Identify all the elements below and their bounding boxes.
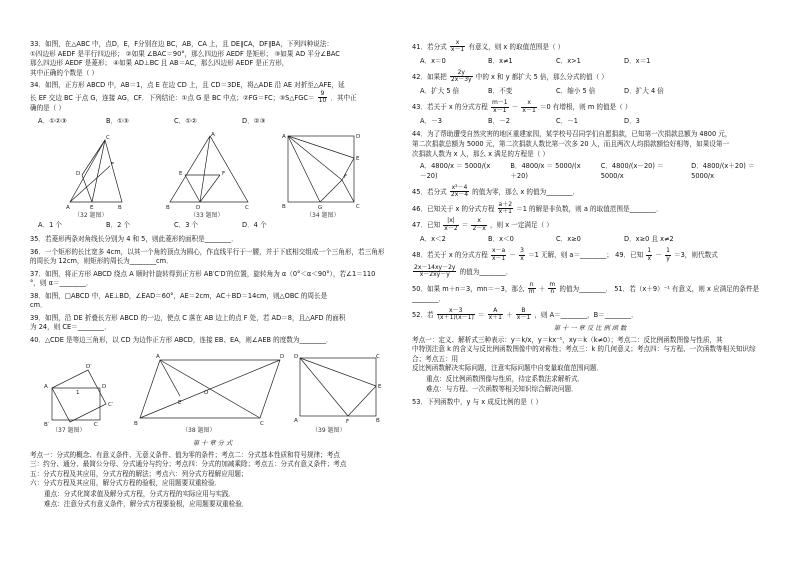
svg-text:O: O — [204, 390, 209, 397]
q49-num1: 1 — [647, 247, 652, 255]
difficulty: 难点：注意分式有意义条件，解分式方程要验根，应用题要双重检验． — [44, 500, 249, 509]
svg-text:A: A — [282, 134, 286, 141]
question-41 — [412, 40, 768, 54]
k-line2: 中特别注意 k 的含义与反比例函数图像中的对称性；考点三：k 的几何意义；考点四：与方程、一次函数等相关知识综合；考点五：用 — [412, 345, 756, 363]
figure-34 — [282, 134, 360, 211]
svg-text:D: D — [102, 384, 107, 391]
q47-eq: ＝ — [461, 221, 469, 230]
q50-fraction-2 — [548, 282, 556, 296]
q47-den2: 2－x — [472, 224, 486, 232]
q33-option-c[interactable]: C．3 个 — [174, 221, 199, 230]
q34-fraction-num: 9 — [318, 91, 328, 98]
q36-line2: 的周长为 12cm，则矩形的周长为________cm． — [30, 257, 173, 266]
svg-text:C: C — [260, 421, 264, 428]
svg-text:A: A — [156, 354, 160, 361]
q34-option-b[interactable]: B．①③ — [106, 116, 129, 125]
svg-text:1: 1 — [76, 390, 80, 397]
q45-prefix: 45．若分式 — [412, 187, 447, 196]
fig38-label: （38 题图） — [182, 427, 216, 435]
figure-33 — [166, 132, 249, 211]
q44-option-d[interactable]: D．4800/(x＋20) ＝ 5000/x — [691, 162, 755, 180]
q37-line1: 37．如图，将正方形 ABCD 绕点 A 顺时针旋转得到正方形 AB′C′D′的位置，旋转角为 α（0°＜α＜90°），若∠1＝110 — [30, 269, 376, 278]
q48-num1: x－a — [492, 247, 506, 255]
q42-suffix: 中的 x 和 y 都扩大 5 倍，那么分式的值（ ） — [475, 72, 608, 81]
question-44 — [412, 130, 768, 159]
q39-line1: 39．如图，沿 DE 折叠长方形 ABCD 的一边，使点 C 落在 AB 边上的点 F 处，若 AD＝8，且△AFD 的面积 — [30, 313, 346, 322]
q43-fraction-1 — [491, 100, 509, 114]
q43-minus: － — [511, 103, 519, 112]
q46-prefix: 46．已知关于 x 的分式方程 — [412, 204, 495, 213]
q49-suffix: ＝3，则代数式 — [674, 251, 718, 260]
q34-line2 — [30, 91, 395, 105]
svg-text:A: A — [66, 205, 70, 212]
fig39-label: （39 题图） — [312, 427, 346, 435]
svg-text:C: C — [376, 354, 380, 361]
q39-line2: 为 24，则 CE＝________． — [30, 323, 111, 332]
q34-options — [38, 117, 395, 127]
q41-option-a[interactable]: A．x＝0 — [420, 56, 446, 65]
svg-text:D′: D′ — [86, 364, 92, 371]
svg-text:B: B — [118, 205, 122, 212]
svg-text:D: D — [294, 354, 299, 361]
q38-line2: cm． — [30, 301, 47, 310]
q34-option-d[interactable]: D．②③ — [242, 116, 266, 125]
svg-text:B: B — [282, 204, 286, 211]
svg-text:C: C — [245, 205, 249, 212]
q42-fraction — [450, 70, 473, 84]
q47-option-b[interactable]: B．x＜0 — [488, 234, 514, 243]
q49b-fraction — [413, 265, 456, 279]
q49-minus: － — [655, 251, 662, 260]
question-40: 40．△CDE 是等边三角形，以 CD 为边作正方形 ABCD，连接 EB、EA，则∠AEB 的度数为________． — [30, 335, 333, 344]
figures-top — [30, 130, 395, 220]
left-column — [30, 40, 395, 513]
q49-fraction-2 — [665, 248, 671, 262]
q34-tail: ．其中正 — [330, 93, 357, 102]
summary-line3: 五：分式方程及其应用，分式方程的解法；考点六：列分式方程解应用题； — [30, 469, 248, 478]
q50-mid: 的值为________． — [559, 284, 613, 293]
svg-text:D: D — [356, 134, 361, 141]
q52-suffix: ，则 A＝________，B＝________． — [534, 310, 638, 319]
svg-text:F: F — [222, 171, 226, 178]
svg-text:B: B — [134, 421, 138, 428]
q47-option-a[interactable]: A．x＜2 — [420, 234, 446, 243]
q44-option-b[interactable]: B．4800/x ＝ 5000/(x＋20) — [510, 162, 581, 180]
q33-option-b[interactable]: B．2 个 — [106, 221, 131, 230]
question-42 — [412, 70, 768, 84]
q41-num: x — [450, 40, 465, 47]
q47-den1: x－2 — [444, 224, 458, 232]
q43-den1: x－1 — [493, 106, 507, 114]
q47-prefix: 47．已知 — [412, 221, 441, 230]
q52-prefix: 52．若 — [412, 310, 434, 319]
q43-num1: m－1 — [491, 99, 508, 107]
q42-option-b[interactable]: B．不变 — [488, 86, 513, 95]
q52-eq: ＝ — [477, 310, 485, 319]
q42-option-d[interactable]: D．扩大 4 倍 — [624, 86, 664, 95]
q43-num2: x — [521, 100, 536, 107]
q33-line1: 33．如图，在△ABC 中，点D，E，F分别在边 BC，AB，CA 上，且 DE∥CA，DF∥BA，下列四种说法： — [30, 40, 334, 48]
q45-num: x²－4 — [451, 184, 468, 192]
figures-top-svg — [30, 130, 395, 220]
q49-den1: x — [647, 254, 652, 262]
svg-text:B′: B′ — [44, 422, 50, 429]
q52-den3: x－1 — [516, 314, 531, 322]
q42-den: 2x－3y — [450, 76, 472, 84]
chapter-11-summary — [412, 336, 768, 395]
q49b-den: x－2xy－y — [419, 271, 450, 279]
q47-num2: x — [471, 218, 486, 225]
q48-prefix: 48．若关于 x 的分式方程 — [412, 251, 488, 260]
q52-plus: ＋ — [506, 310, 513, 319]
q37-line2: °，则 α＝________． — [30, 279, 93, 288]
q43-suffix: ＝0 有增根，则 m 的值是（ ） — [539, 103, 632, 112]
chapter-10-summary — [30, 451, 395, 510]
q43-den2: x－1 — [522, 106, 536, 114]
svg-text:F: F — [111, 162, 115, 169]
question-45 — [412, 185, 768, 199]
q48-den1: x－1 — [491, 254, 506, 262]
k-key-point: 重点：反比例函数图像与性质，待定系数法求解析式． — [426, 374, 585, 383]
question-43 — [412, 100, 768, 114]
q47-fraction-1 — [443, 218, 458, 232]
q33-line4: 其中正确的个数是（ ） — [30, 68, 99, 77]
figure-32 — [66, 135, 122, 211]
svg-text:F: F — [344, 174, 348, 181]
question-50-51 — [412, 282, 768, 305]
svg-text:F: F — [346, 419, 350, 426]
question-49-expression — [412, 265, 768, 279]
svg-text:G: G — [318, 205, 323, 212]
q49-fraction-1 — [646, 248, 652, 262]
q49b-num: 2x－14xy－2y — [414, 264, 456, 272]
svg-text:E: E — [356, 156, 360, 163]
question-39 — [30, 314, 395, 333]
q47-fraction-2 — [471, 218, 486, 232]
svg-text:E: E — [179, 171, 183, 178]
q34-fraction-den: 10 — [318, 97, 327, 105]
question-52 — [412, 308, 768, 322]
q52-num3: B — [516, 308, 531, 315]
q48-fraction-1 — [491, 248, 506, 262]
svg-text:C: C — [106, 135, 110, 142]
question-36 — [30, 248, 395, 267]
q42-prefix: 42．如果把 — [412, 72, 447, 81]
q33-line3: 那么四边形 AEDF 是菱形； ④如果 AD⊥BC 且 AB＝AC，那么四边形 AEDF 是正方形， — [30, 59, 289, 68]
q41-option-d[interactable]: D．x＝1 — [624, 56, 651, 65]
svg-text:C′: C′ — [108, 402, 114, 409]
figure-37 — [44, 364, 114, 428]
figures-bottom — [30, 348, 395, 436]
q48-minus: － — [509, 251, 517, 260]
svg-text:E: E — [90, 205, 94, 212]
q51: 51．若（x＋9）⁻¹ 有意义，则 x 应满足的条件是________． — [412, 284, 760, 304]
k-line3: 反比例函数解决实际问题，注意实际问题中自变量取值范围问题． — [412, 364, 604, 373]
fig32-label: （32 题图） — [74, 212, 108, 220]
q48-mid: ＝1 无解，则 a＝________； — [528, 251, 614, 260]
chapter-11-title: 第 十 一 章 反 比 例 函 数 — [553, 325, 627, 333]
q41-options — [420, 57, 768, 67]
q50-num1: n — [528, 282, 536, 289]
q41-option-c[interactable]: C．x>1 — [556, 56, 581, 65]
question-34 — [30, 81, 395, 114]
q50-prefix: 50．如果 m＋n＝3，mn＝－3，那么 — [412, 284, 525, 293]
q49-num2: 1 — [666, 247, 670, 255]
fig37-label: （37 题图） — [52, 427, 86, 435]
q46-fraction — [498, 202, 514, 216]
summary-line4: 六：分式方程及其应用，解分式方程的验根，应用题要双重检验． — [30, 479, 222, 488]
q44-options — [420, 162, 768, 181]
q43-option-d[interactable]: D．3 — [624, 116, 640, 125]
q33-option-a[interactable]: A．1 个 — [38, 221, 62, 230]
q50-plus: ＋ — [538, 284, 546, 293]
q43-option-b[interactable]: B．－2 — [488, 116, 510, 125]
q49-den2: y — [666, 254, 670, 262]
question-48-49 — [412, 248, 768, 262]
q50-den2: n — [550, 287, 555, 295]
svg-text:A: A — [294, 418, 298, 425]
svg-text:B: B — [376, 418, 380, 425]
q34-option-a[interactable]: A．①②③ — [38, 116, 67, 125]
svg-text:C: C — [94, 422, 98, 429]
q49-prefix: 49．已知 — [615, 251, 644, 260]
figure-38 — [134, 354, 284, 427]
q47-suffix: ，则 x 一定满足（ ） — [489, 221, 553, 230]
q44-option-a[interactable]: A．4800/x ＝ 5000/(x－20) — [420, 162, 491, 180]
key-point: 重点：分式化简求值及解分式方程，分式方程的实际应用与实践． — [44, 489, 236, 498]
svg-text:E: E — [378, 384, 382, 391]
figure-39 — [294, 354, 382, 425]
svg-text:A: A — [44, 384, 48, 391]
q44-line2: 第二次捐款总额为 5000 元，第二次捐款人数比第一次多 20 人，而且两次人均捐款额恰好相等，如果设第一 — [412, 139, 730, 148]
q33-options — [38, 221, 395, 231]
q42-option-c[interactable]: C．缩小 5 倍 — [556, 86, 596, 95]
q43-option-c[interactable]: C．－1 — [556, 116, 578, 125]
svg-text:E: E — [178, 400, 182, 407]
summary-line2: 三：约分、通分、最简公分母、分式通分与约分；考点四：分式的加减乘除；考点五：分式有意义条件；考点 — [30, 460, 347, 469]
question-47 — [412, 218, 768, 232]
q43-option-a[interactable]: A．－3 — [420, 116, 442, 125]
q36-line1: 36．一个矩形的长比宽多 4cm，以其一个角的顶点为圆心，作直线平行于一腰，并于下底相交组成一个三角形，若三角形 — [30, 247, 385, 256]
q48-fraction-2 — [519, 248, 525, 262]
question-35: 35．若菱形两条对角线长分别为 4 和 5，则此菱形的面积是________． — [30, 234, 238, 243]
question-37 — [30, 270, 395, 289]
q45-fraction — [450, 185, 469, 199]
q34-line3: 确的是（ ） — [30, 104, 66, 113]
svg-text:C: C — [356, 204, 360, 211]
q49b-suffix: 的值为________． — [459, 267, 513, 276]
q45-suffix: 的值为零，那么 x 的值为________． — [472, 187, 580, 196]
svg-text:B: B — [166, 205, 170, 212]
figures-bottom-svg — [30, 348, 395, 436]
k-line1: 考点一：定义、解析式三种表示：y＝k/x，y＝kx⁻¹，xy＝k（k≠0）；考点二：反比例函数图像与性质，其 — [412, 335, 723, 344]
fig34-label: （34 题图） — [306, 212, 340, 220]
q33-option-d[interactable]: D．4 个 — [242, 221, 267, 230]
q52-fraction-2 — [488, 308, 503, 322]
q43-options — [420, 117, 768, 127]
q52-den2: x＋1 — [488, 314, 502, 322]
fig33-label: （33 题图） — [190, 212, 224, 220]
q52-fraction-1 — [437, 308, 475, 322]
q48-num2: 3 — [520, 247, 524, 255]
q50-fraction-1 — [528, 282, 536, 296]
q42-options — [420, 87, 768, 97]
q52-fraction-3 — [516, 308, 531, 322]
q52-num2: A — [488, 308, 503, 315]
q34-line2-text: 长 EF 交边 BC 于点 G，连接 AG，CF．下列结论：①点 G 是 BC 中点；②FG＝FC；③S△FGC＝ — [30, 93, 315, 102]
right-column — [412, 40, 768, 410]
q50-num2: m — [549, 280, 556, 288]
q47-options — [420, 235, 768, 245]
q43-fraction-2 — [521, 100, 536, 114]
chapter-10-title: 第 十 章 分 式 — [192, 440, 233, 448]
q41-fraction — [450, 40, 465, 54]
q41-den: x－1 — [450, 46, 465, 54]
q47-num1: |x| — [443, 218, 458, 225]
q34-option-c[interactable]: C．①② — [174, 116, 198, 125]
q52-num: x－3 — [437, 308, 475, 315]
q44-line3: 次捐款人数为 x 人，那么 x 满足的方程是（ ） — [412, 149, 549, 158]
q34-line1: 34．如图，正方形 ABCD 中，AB＝1，点 E 在边 CD 上，且 CD＝3DE，将△ADE 沿 AE 对折至△AFE，延 — [30, 81, 345, 90]
q34-fraction — [318, 91, 328, 105]
q42-num: 2y — [450, 70, 473, 77]
q44-option-c[interactable]: C．4800/(x－20) ＝ 5000/x — [600, 162, 664, 180]
q41-option-b[interactable]: B．x≠1 — [488, 56, 513, 65]
q46-den: x＋1 — [498, 208, 512, 216]
q33-line2: ①四边形 AEDF 是平行四边形； ②如果 ∠BAC＝90°，那么四边形 AEDF 是矩形； ③如果 AD 平分∠BAC — [30, 49, 340, 58]
q38-line1: 38．如图，□ABCD 中，AE⊥BD，∠EAD＝60°，AE＝2cm，AC＋BD＝14cm，则△OBC 的周长是 — [30, 291, 328, 300]
svg-text:A: A — [211, 132, 215, 139]
question-33 — [30, 40, 395, 78]
q41-prefix: 41．若分式 — [412, 42, 447, 51]
svg-text:D: D — [280, 354, 285, 361]
summary-line1: 考点一：分式的概念、有意义条件、无意义条件、值为零的条件；考点二：分式基本性质和符号规律；考点 — [30, 450, 340, 459]
question-46 — [412, 202, 768, 216]
q42-option-a[interactable]: A．扩大 5 倍 — [420, 86, 460, 95]
q48-den2: x — [520, 254, 524, 262]
k-difficulty: 难点：与方程、一次函数等相关知识综合解决问题． — [426, 385, 578, 394]
q46-suffix: ＝1 的解是非负数，则 a 的取值范围是________． — [516, 204, 663, 213]
q41-suffix: 有意义，则 x 的取值范围是（ ） — [468, 42, 565, 51]
q46-num: a＋2 — [498, 200, 513, 208]
q45-den: 2x－4 — [450, 191, 469, 199]
svg-text:D: D — [76, 171, 81, 178]
svg-text:D: D — [196, 205, 201, 212]
q52-den: (x＋1)(x－1) — [437, 314, 474, 322]
question-38 — [30, 292, 395, 311]
q47-option-c[interactable]: C．x≥0 — [556, 234, 581, 243]
q44-line1: 44．为了帮助遭受自然灾害的地区重建家园，某学校号召同学们自愿捐款，已知第一次捐款总额为 4800 元， — [412, 130, 732, 139]
q47-option-d[interactable]: D．x≥0 且 x≠2 — [624, 234, 674, 243]
q43-prefix: 43．若关于 x 的分式方程 — [412, 103, 488, 112]
question-53: 53．下列函数中，y 与 x 成反比例的是（ ） — [412, 397, 543, 406]
q50-den1: m — [528, 287, 535, 295]
